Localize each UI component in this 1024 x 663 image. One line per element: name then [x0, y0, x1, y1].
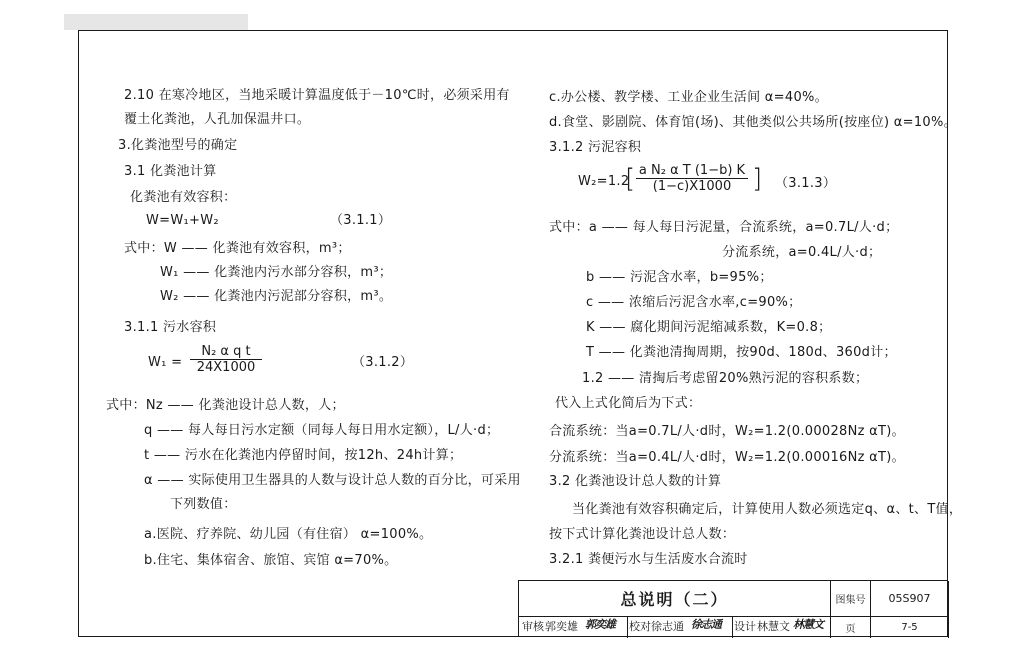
checker-name: 徐志通 [651, 620, 684, 633]
section-3-2-1-heading: 3.2.1 粪便污水与生活废水合流时 [549, 552, 748, 567]
alpha-item-d: d.食堂、影剧院、体育馆(场)、其他类似公共场所(按座位) α=10%。 [549, 115, 957, 130]
definition-t: t —— 污水在化粪池内停留时间，按12h、24h计算； [144, 448, 463, 463]
page-number: 7-5 [871, 617, 949, 638]
equation-3-1-2-lhs: W₁ = [148, 355, 183, 370]
alpha-item-b: b.住宅、集体宿舍、旅馆、宾馆 α=70%。 [144, 553, 398, 568]
section-3-1-heading: 3.1 化粪池计算 [124, 164, 217, 179]
section-3-1-1-heading: 3.1.1 污水容积 [124, 320, 217, 335]
equation-3-1-3-fraction [636, 163, 748, 194]
clause-2-10-line2: 覆土化粪池，人孔加保温井口。 [124, 112, 311, 127]
paragraph-3-2-line2: 按下式计算化粪池设计总人数： [549, 527, 736, 542]
substitution-note: 代入上式化简后为下式： [555, 396, 702, 411]
definition-a-separate: 分流系统，a=0.4L/人·d； [722, 245, 882, 260]
definition-t-cycle: T —— 化粪池清掏周期，按90d、180d、360d计； [586, 345, 897, 360]
design-label: 设计 [734, 620, 756, 633]
signature-divider [732, 617, 733, 638]
designer-signature: 林慧文 [793, 618, 823, 631]
definition-w2: W₂ —— 化粪池内污泥部分容积，m³。 [160, 289, 393, 304]
paragraph-3-2-line1: 当化粪池有效容积确定后，计算使用人数必须选定q、α、t、T值， [572, 502, 963, 517]
right-bracket: ] [752, 164, 763, 194]
drawing-title: 总说明（二） [519, 581, 831, 617]
equation-3-1-3-lhs: W₂=1.2 [578, 174, 630, 189]
definition-w: 式中：W —— 化粪池有效容积，m³； [124, 241, 351, 256]
definition-a-combined: 式中：a —— 每人每日污泥量，合流系统，a=0.7L/人·d； [549, 220, 899, 235]
definition-c: c —— 浓缩后污泥含水率,c=90%； [586, 295, 802, 310]
definition-b: b —— 污泥含水率，b=95%； [586, 270, 773, 285]
definition-nz: 式中：Nz —— 化粪池设计总人数，人； [106, 398, 345, 413]
definition-alpha-line1: α —— 实际使用卫生器具的人数与设计总人数的百分比，可采用 [144, 473, 521, 488]
definition-alpha-line2: 下列数值： [170, 497, 237, 512]
designer-name: 林慧文 [757, 620, 790, 633]
section-3-2-heading: 3.2 化粪池设计总人数的计算 [549, 474, 722, 489]
atlas-number: 05S907 [871, 581, 949, 617]
signature-row [519, 617, 831, 638]
title-block [518, 580, 948, 637]
alpha-item-a: a.医院、疗养院、幼儿园（有住宿） α=100%。 [144, 527, 433, 542]
reviewer-signature: 郭奕雄 [585, 618, 615, 631]
equation-3-1-1: W=W₁+W₂ [146, 213, 219, 228]
left-bracket: [ [625, 164, 636, 194]
definition-w1: W₁ —— 化粪池内污水部分容积，m³； [160, 265, 393, 280]
equation-3-1-3-number: （3.1.3） [775, 176, 837, 191]
equation-3-1-2-number: （3.1.2） [352, 355, 414, 370]
signature-divider [627, 617, 628, 638]
alpha-item-c: c.办公楼、教学楼、工业企业生活间 α=40%。 [549, 90, 828, 105]
scan-artifact [64, 14, 248, 30]
equation-3-1-2-fraction [190, 344, 262, 375]
definition-q: q —— 每人每日污水定额（同每人每日用水定额），L/人·d； [144, 423, 500, 438]
equation-3-1-3-numerator: a N₂ α T (1−b) K [636, 163, 748, 179]
reviewer-name: 郭奕雄 [545, 620, 578, 633]
atlas-number-label: 图集号 [831, 581, 871, 617]
combined-system-formula: 合流系统：当a=0.7L/人·d时，W₂=1.2(0.00028Nz αT)。 [549, 424, 905, 439]
equation-3-1-2-numerator: N₂ α q t [190, 344, 262, 360]
check-label: 校对 [629, 620, 651, 633]
review-label: 审核 [522, 620, 544, 633]
section-3-heading: 3.化粪池型号的确定 [118, 138, 238, 153]
equation-3-1-3-denominator: (1−c)X1000 [652, 179, 732, 194]
equation-3-1-1-number: （3.1.1） [330, 213, 392, 228]
checker-signature: 徐志通 [691, 618, 721, 631]
section-3-1-2-heading: 3.1.2 污泥容积 [549, 140, 642, 155]
effective-volume-label: 化粪池有效容积： [130, 190, 237, 205]
definition-k: K —— 腐化期间污泥缩减系数，K=0.8； [586, 320, 832, 335]
clause-2-10-line1: 2.10 在寒冷地区，当地采暖计算温度低于－10℃时，必须采用有 [124, 88, 510, 103]
page-label: 页 [831, 617, 871, 638]
equation-3-1-2-denominator: 24X1000 [196, 360, 256, 375]
definition-1-2: 1.2 —— 清掏后考虑留20%熟污泥的容积系数； [582, 371, 869, 386]
separate-system-formula: 分流系统：当a=0.4L/人·d时，W₂=1.2(0.00016Nz αT)。 [549, 450, 905, 465]
